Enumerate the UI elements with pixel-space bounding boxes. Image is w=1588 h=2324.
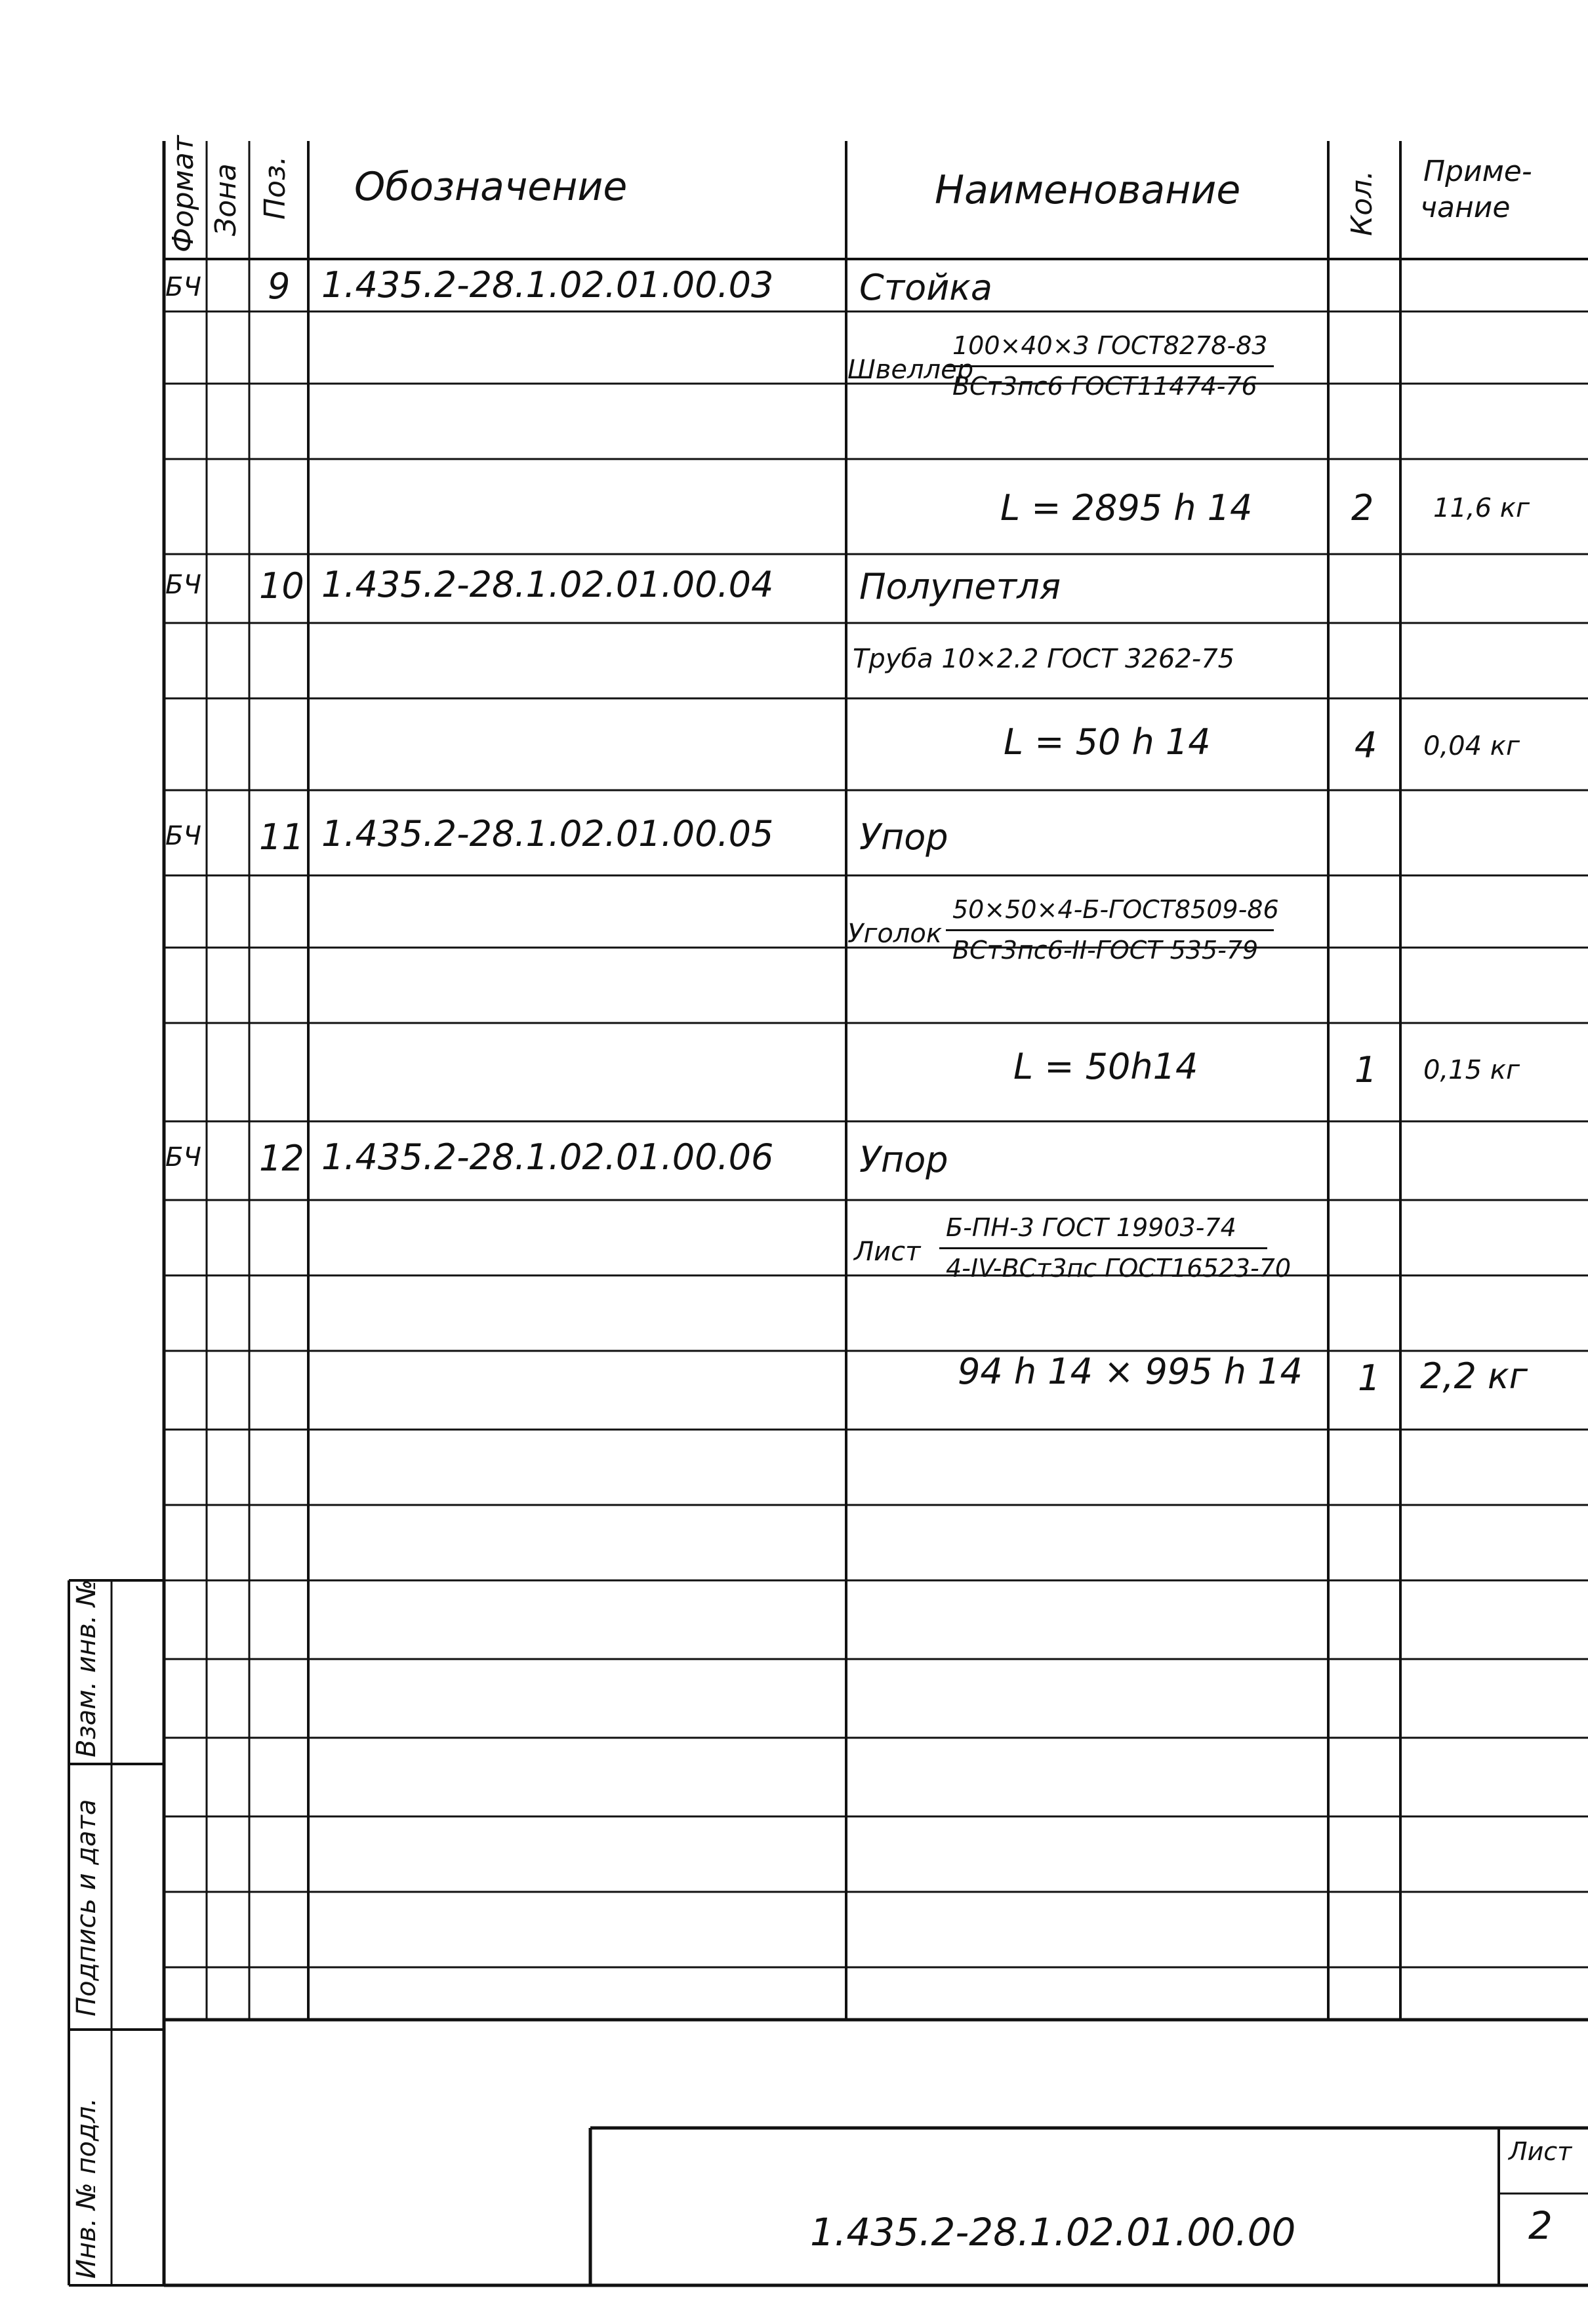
item-note: 2,2 кг (1420, 1355, 1528, 1397)
material-bottom: ВСт3пс6 ГОСТ11474-76 (952, 372, 1257, 401)
header-qty: Кол. (1345, 170, 1379, 236)
item-size: 94 h 14 × 995 h 14 (958, 1351, 1303, 1392)
item-note: 0,04 кг (1423, 731, 1520, 761)
header-note-line2: чание (1420, 191, 1511, 224)
material-top: 50×50×4-Б-ГОСТ8509-86 (952, 895, 1279, 924)
item-qty: 1 (1358, 1357, 1381, 1399)
header-note-line1: Приме- (1423, 155, 1532, 188)
header-pos: Поз. (258, 155, 292, 220)
material-label: Лист (854, 1237, 921, 1267)
item-designation: 1.435.2-28.1.02.01.00.03 (321, 264, 774, 306)
side-label-sign-date: Подпись и дата (71, 1799, 102, 2016)
item-pos: 9 (268, 266, 291, 307)
item-designation: 1.435.2-28.1.02.01.00.04 (321, 564, 774, 605)
item-name: Стойка (859, 267, 993, 308)
item-size: L = 2895 h 14 (1000, 487, 1253, 529)
item-format: БЧ (165, 821, 201, 851)
item-format: БЧ (165, 1142, 201, 1172)
side-label-replace: Взам. инв. № (71, 1579, 102, 1757)
item-size: L = 50h14 (1013, 1046, 1198, 1087)
title-block-code: 1.435.2-28.1.02.01.00.00 (810, 2210, 1296, 2254)
material-label: Швеллер (847, 355, 974, 385)
item-pos: 10 (259, 565, 304, 607)
header-zone: Зона (209, 163, 243, 236)
item-name: Упор (859, 816, 948, 858)
fraction-bar (946, 929, 1274, 931)
item-qty: 1 (1354, 1049, 1377, 1091)
item-note: 11,6 кг (1433, 493, 1530, 523)
item-name: Полупетля (859, 566, 1061, 607)
item-name: Упор (859, 1139, 948, 1180)
material-bottom: 4-IV-ВСт3пс ГОСТ16523-70 (946, 1254, 1292, 1283)
material-top: 100×40×3 ГОСТ8278-83 (952, 331, 1268, 360)
fraction-bar (939, 1247, 1267, 1249)
item-designation: 1.435.2-28.1.02.01.00.06 (321, 1136, 774, 1178)
item-pos: 11 (259, 816, 304, 858)
item-format: БЧ (165, 272, 201, 302)
sheet-number: 2 (1528, 2203, 1553, 2248)
item-designation: 1.435.2-28.1.02.01.00.05 (321, 813, 774, 854)
item-format: БЧ (165, 570, 201, 600)
item-material: Труба 10×2.2 ГОСТ 3262-75 (853, 644, 1235, 674)
material-bottom: ВСт3пс6-II-ГОСТ 535-79 (952, 936, 1259, 965)
side-label-inv-orig: Инв. № подл. (71, 2098, 102, 2279)
item-qty: 2 (1351, 487, 1374, 529)
fraction-bar (946, 365, 1274, 367)
material-top: Б-ПН-3 ГОСТ 19903-74 (946, 1213, 1236, 1242)
sheet-label: Лист (1509, 2137, 1572, 2166)
item-qty: 4 (1354, 725, 1377, 766)
item-note: 0,15 кг (1423, 1055, 1520, 1085)
header-name: Наименование (935, 167, 1241, 213)
item-size: L = 50 h 14 (1004, 721, 1211, 763)
header-designation: Обозначение (354, 164, 628, 210)
header-format: Формат (167, 135, 200, 252)
material-label: Уголок (847, 919, 943, 949)
item-pos: 12 (259, 1138, 304, 1179)
